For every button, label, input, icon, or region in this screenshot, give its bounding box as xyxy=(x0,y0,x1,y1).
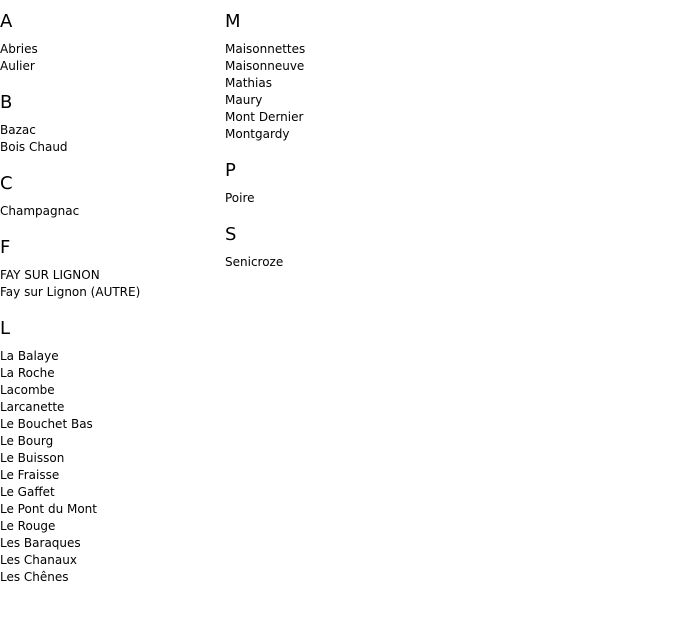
place-link[interactable]: Les Chanaux xyxy=(0,553,77,567)
list-item xyxy=(225,41,445,58)
list-item xyxy=(0,122,220,139)
list-item xyxy=(0,399,220,416)
list-item xyxy=(0,518,220,535)
index-column-right xyxy=(225,0,445,288)
place-link[interactable]: Le Gaffet xyxy=(0,485,55,499)
place-link[interactable]: Fay sur Lignon (AUTRE) xyxy=(0,285,141,299)
place-link[interactable]: Mont Dernier xyxy=(225,110,304,124)
letter-heading: A xyxy=(0,11,13,32)
list-item xyxy=(225,109,445,126)
list-item xyxy=(0,41,220,58)
place-link[interactable]: Les Baraques xyxy=(0,536,81,550)
list-item xyxy=(0,58,220,75)
list-item xyxy=(0,535,220,552)
letter-heading: M xyxy=(225,11,241,32)
place-link[interactable]: Le Buisson xyxy=(0,451,65,465)
place-link[interactable]: Le Bourg xyxy=(0,434,54,448)
list-item xyxy=(0,382,220,399)
place-list xyxy=(0,348,220,586)
letter-heading: L xyxy=(0,318,11,339)
letter-group-c xyxy=(0,173,220,220)
letter-heading: S xyxy=(225,224,237,245)
place-link[interactable]: Senicroze xyxy=(225,255,284,269)
place-link[interactable]: Maisonneuve xyxy=(225,59,305,73)
list-item xyxy=(0,552,220,569)
letter-heading: P xyxy=(225,160,236,181)
place-list xyxy=(0,41,220,75)
list-item xyxy=(0,433,220,450)
place-link[interactable]: Lacombe xyxy=(0,383,55,397)
list-item xyxy=(0,569,220,586)
place-link[interactable]: Maisonnettes xyxy=(225,42,306,56)
list-item xyxy=(0,267,220,284)
list-item xyxy=(225,190,445,207)
place-list xyxy=(0,203,220,220)
place-list xyxy=(225,190,445,207)
place-link[interactable]: La Balaye xyxy=(0,349,59,363)
place-link[interactable]: Aulier xyxy=(0,59,35,73)
list-item xyxy=(225,254,445,271)
letter-group-s xyxy=(225,224,445,271)
list-item xyxy=(0,348,220,365)
list-item xyxy=(225,126,445,143)
place-link[interactable]: Le Rouge xyxy=(0,519,56,533)
place-link[interactable]: La Roche xyxy=(0,366,55,380)
letter-heading: F xyxy=(0,237,11,258)
place-link[interactable]: Le Bouchet Bas xyxy=(0,417,93,431)
place-list xyxy=(225,254,445,271)
place-list xyxy=(0,267,220,301)
place-link[interactable]: FAY SUR LIGNON xyxy=(0,268,100,282)
list-item xyxy=(225,92,445,109)
letter-group-m xyxy=(225,11,445,143)
place-link[interactable]: Abries xyxy=(0,42,38,56)
place-link[interactable]: Montgardy xyxy=(225,127,290,141)
letter-heading: B xyxy=(0,92,13,113)
place-link[interactable]: Poire xyxy=(225,191,255,205)
list-item xyxy=(0,139,220,156)
list-item xyxy=(0,203,220,220)
place-list xyxy=(225,41,445,143)
list-item xyxy=(0,284,220,301)
list-item xyxy=(0,467,220,484)
letter-group-b xyxy=(0,92,220,156)
place-link[interactable]: Champagnac xyxy=(0,204,80,218)
place-link[interactable]: Maury xyxy=(225,93,263,107)
list-item xyxy=(0,501,220,518)
letter-heading: C xyxy=(0,173,13,194)
place-list xyxy=(0,122,220,156)
place-link[interactable]: Les Chênes xyxy=(0,570,69,584)
list-item xyxy=(225,58,445,75)
list-item xyxy=(0,484,220,501)
place-link[interactable]: Bois Chaud xyxy=(0,140,68,154)
letter-group-p xyxy=(225,160,445,207)
list-item xyxy=(0,450,220,467)
list-item xyxy=(0,365,220,382)
place-link[interactable]: Larcanette xyxy=(0,400,65,414)
place-link[interactable]: Le Pont du Mont xyxy=(0,502,97,516)
letter-group-l xyxy=(0,318,220,586)
place-link[interactable]: Mathias xyxy=(225,76,272,90)
place-link[interactable]: Le Fraisse xyxy=(0,468,60,482)
letter-group-a xyxy=(0,11,220,75)
letter-group-f xyxy=(0,237,220,301)
index-column-left xyxy=(0,0,220,603)
list-item xyxy=(225,75,445,92)
list-item xyxy=(0,416,220,433)
place-link[interactable]: Bazac xyxy=(0,123,36,137)
